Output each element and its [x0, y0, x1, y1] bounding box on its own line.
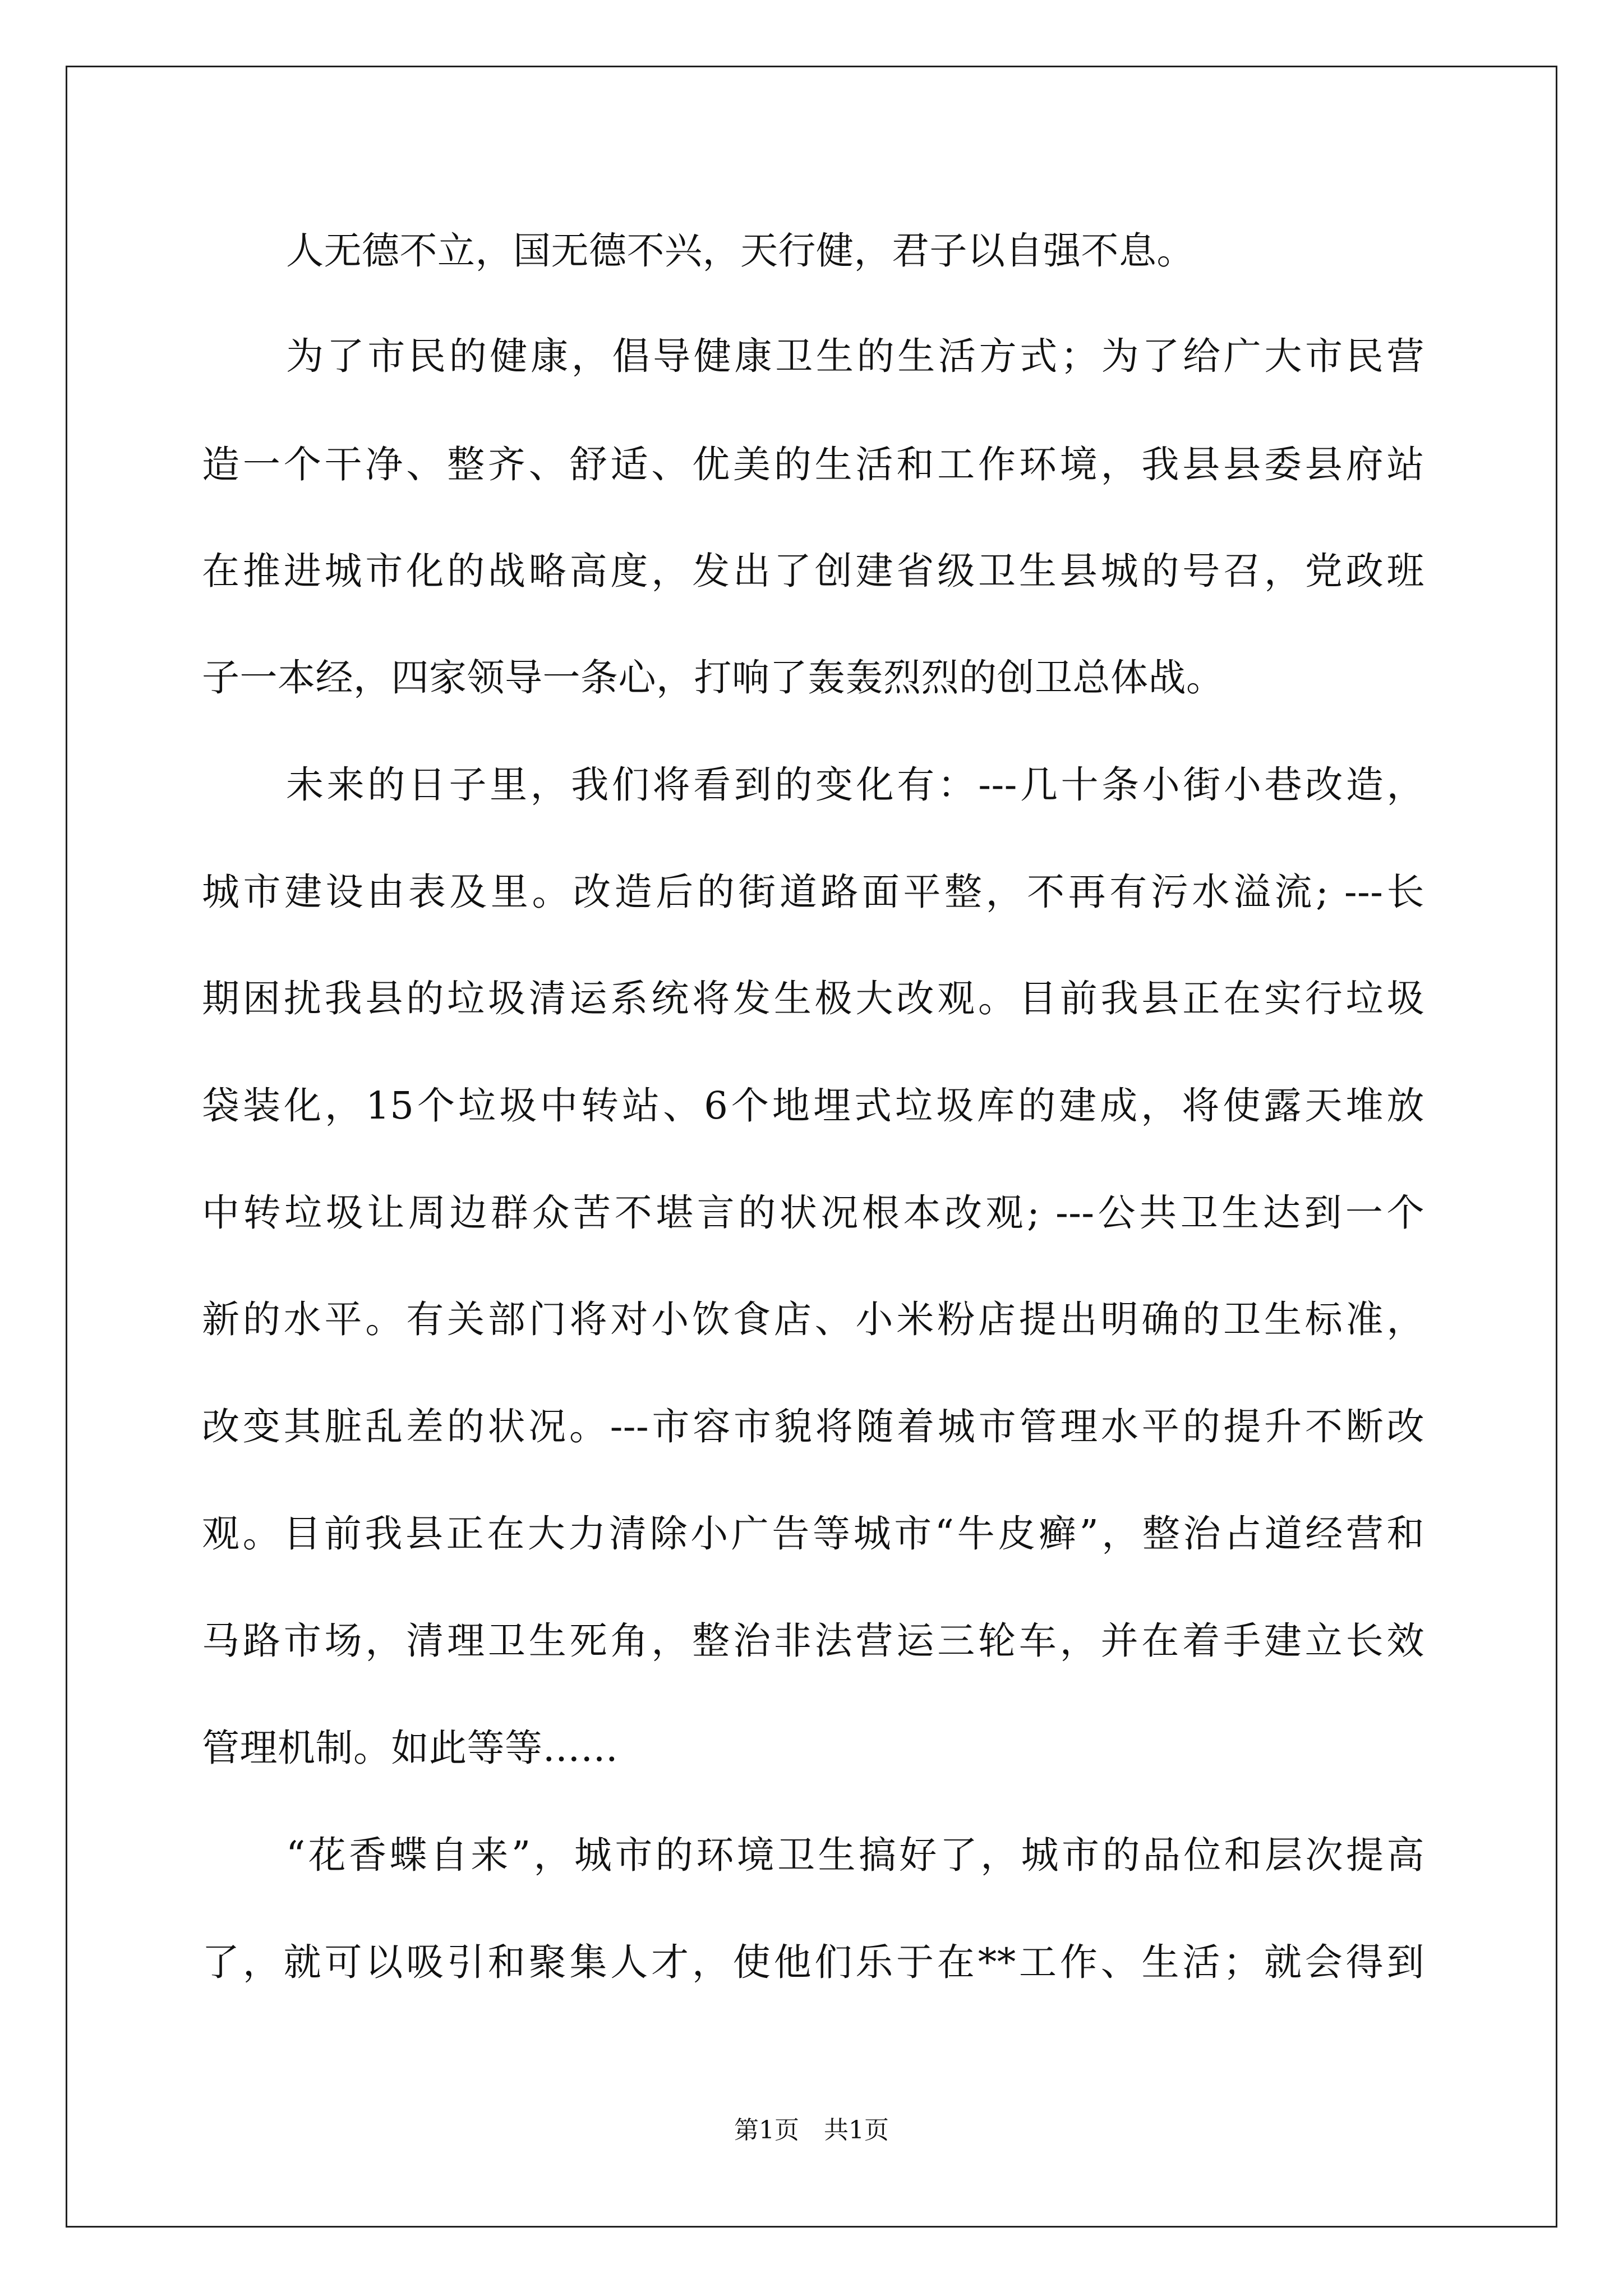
- text-line: 观。目前我县正在大力清除小广告等城市“牛皮癣”，整治占道经营和: [202, 1512, 1424, 1556]
- text-line: 新的水平。有关部门将对小饮食店、小米粉店提出明确的卫生标准，: [202, 1297, 1424, 1341]
- text-line: 期困扰我县的垃圾清运系统将发生极大改观。目前我县正在实行垃圾: [202, 977, 1424, 1020]
- text-line: 人无德不立，国无德不兴，天行健，君子以自强不息。: [286, 229, 1195, 273]
- text-line: 为了市民的健康，倡导健康卫生的生活方式；为了给广大市民营: [286, 334, 1424, 378]
- text-line: 子一本经，四家领导一条心，打响了轰轰烈烈的创卫总体战。: [202, 656, 1224, 700]
- text-line: 管理机制。如此等等……: [202, 1726, 619, 1770]
- text-line: 未来的日子里，我们将看到的变化有：---几十条小街小巷改造，: [286, 763, 1424, 807]
- text-line: 城市建设由表及里。改造后的街道路面平整，不再有污水溢流; ---长: [202, 870, 1424, 914]
- text-line: 中转垃圾让周边群众苦不堪言的状况根本改观; ---公共卫生达到一个: [202, 1191, 1424, 1235]
- text-line: 造一个干净、整齐、舒适、优美的生活和工作环境，我县县委县府站: [202, 443, 1424, 486]
- text-line: 了，就可以吸引和聚集人才，使他们乐于在**工作、生活；就会得到: [202, 1940, 1424, 1984]
- text-line: 改变其脏乱差的状况。---市容市貌将随着城市管理水平的提升不断改: [202, 1405, 1424, 1448]
- page-border: [66, 66, 1557, 2228]
- page-number-footer: 第1页 共1页: [734, 2116, 889, 2145]
- text-line: “花香蝶自来”，城市的环境卫生搞好了，城市的品位和层次提高: [286, 1833, 1424, 1877]
- text-line: 马路市场，清理卫生死角，整治非法营运三轮车，并在着手建立长效: [202, 1619, 1424, 1663]
- text-line: 在推进城市化的战略高度，发出了创建省级卫生县城的号召，党政班: [202, 549, 1424, 593]
- text-line: 袋装化，15个垃圾中转站、6个地埋式垃圾库的建成，将使露天堆放: [202, 1084, 1424, 1128]
